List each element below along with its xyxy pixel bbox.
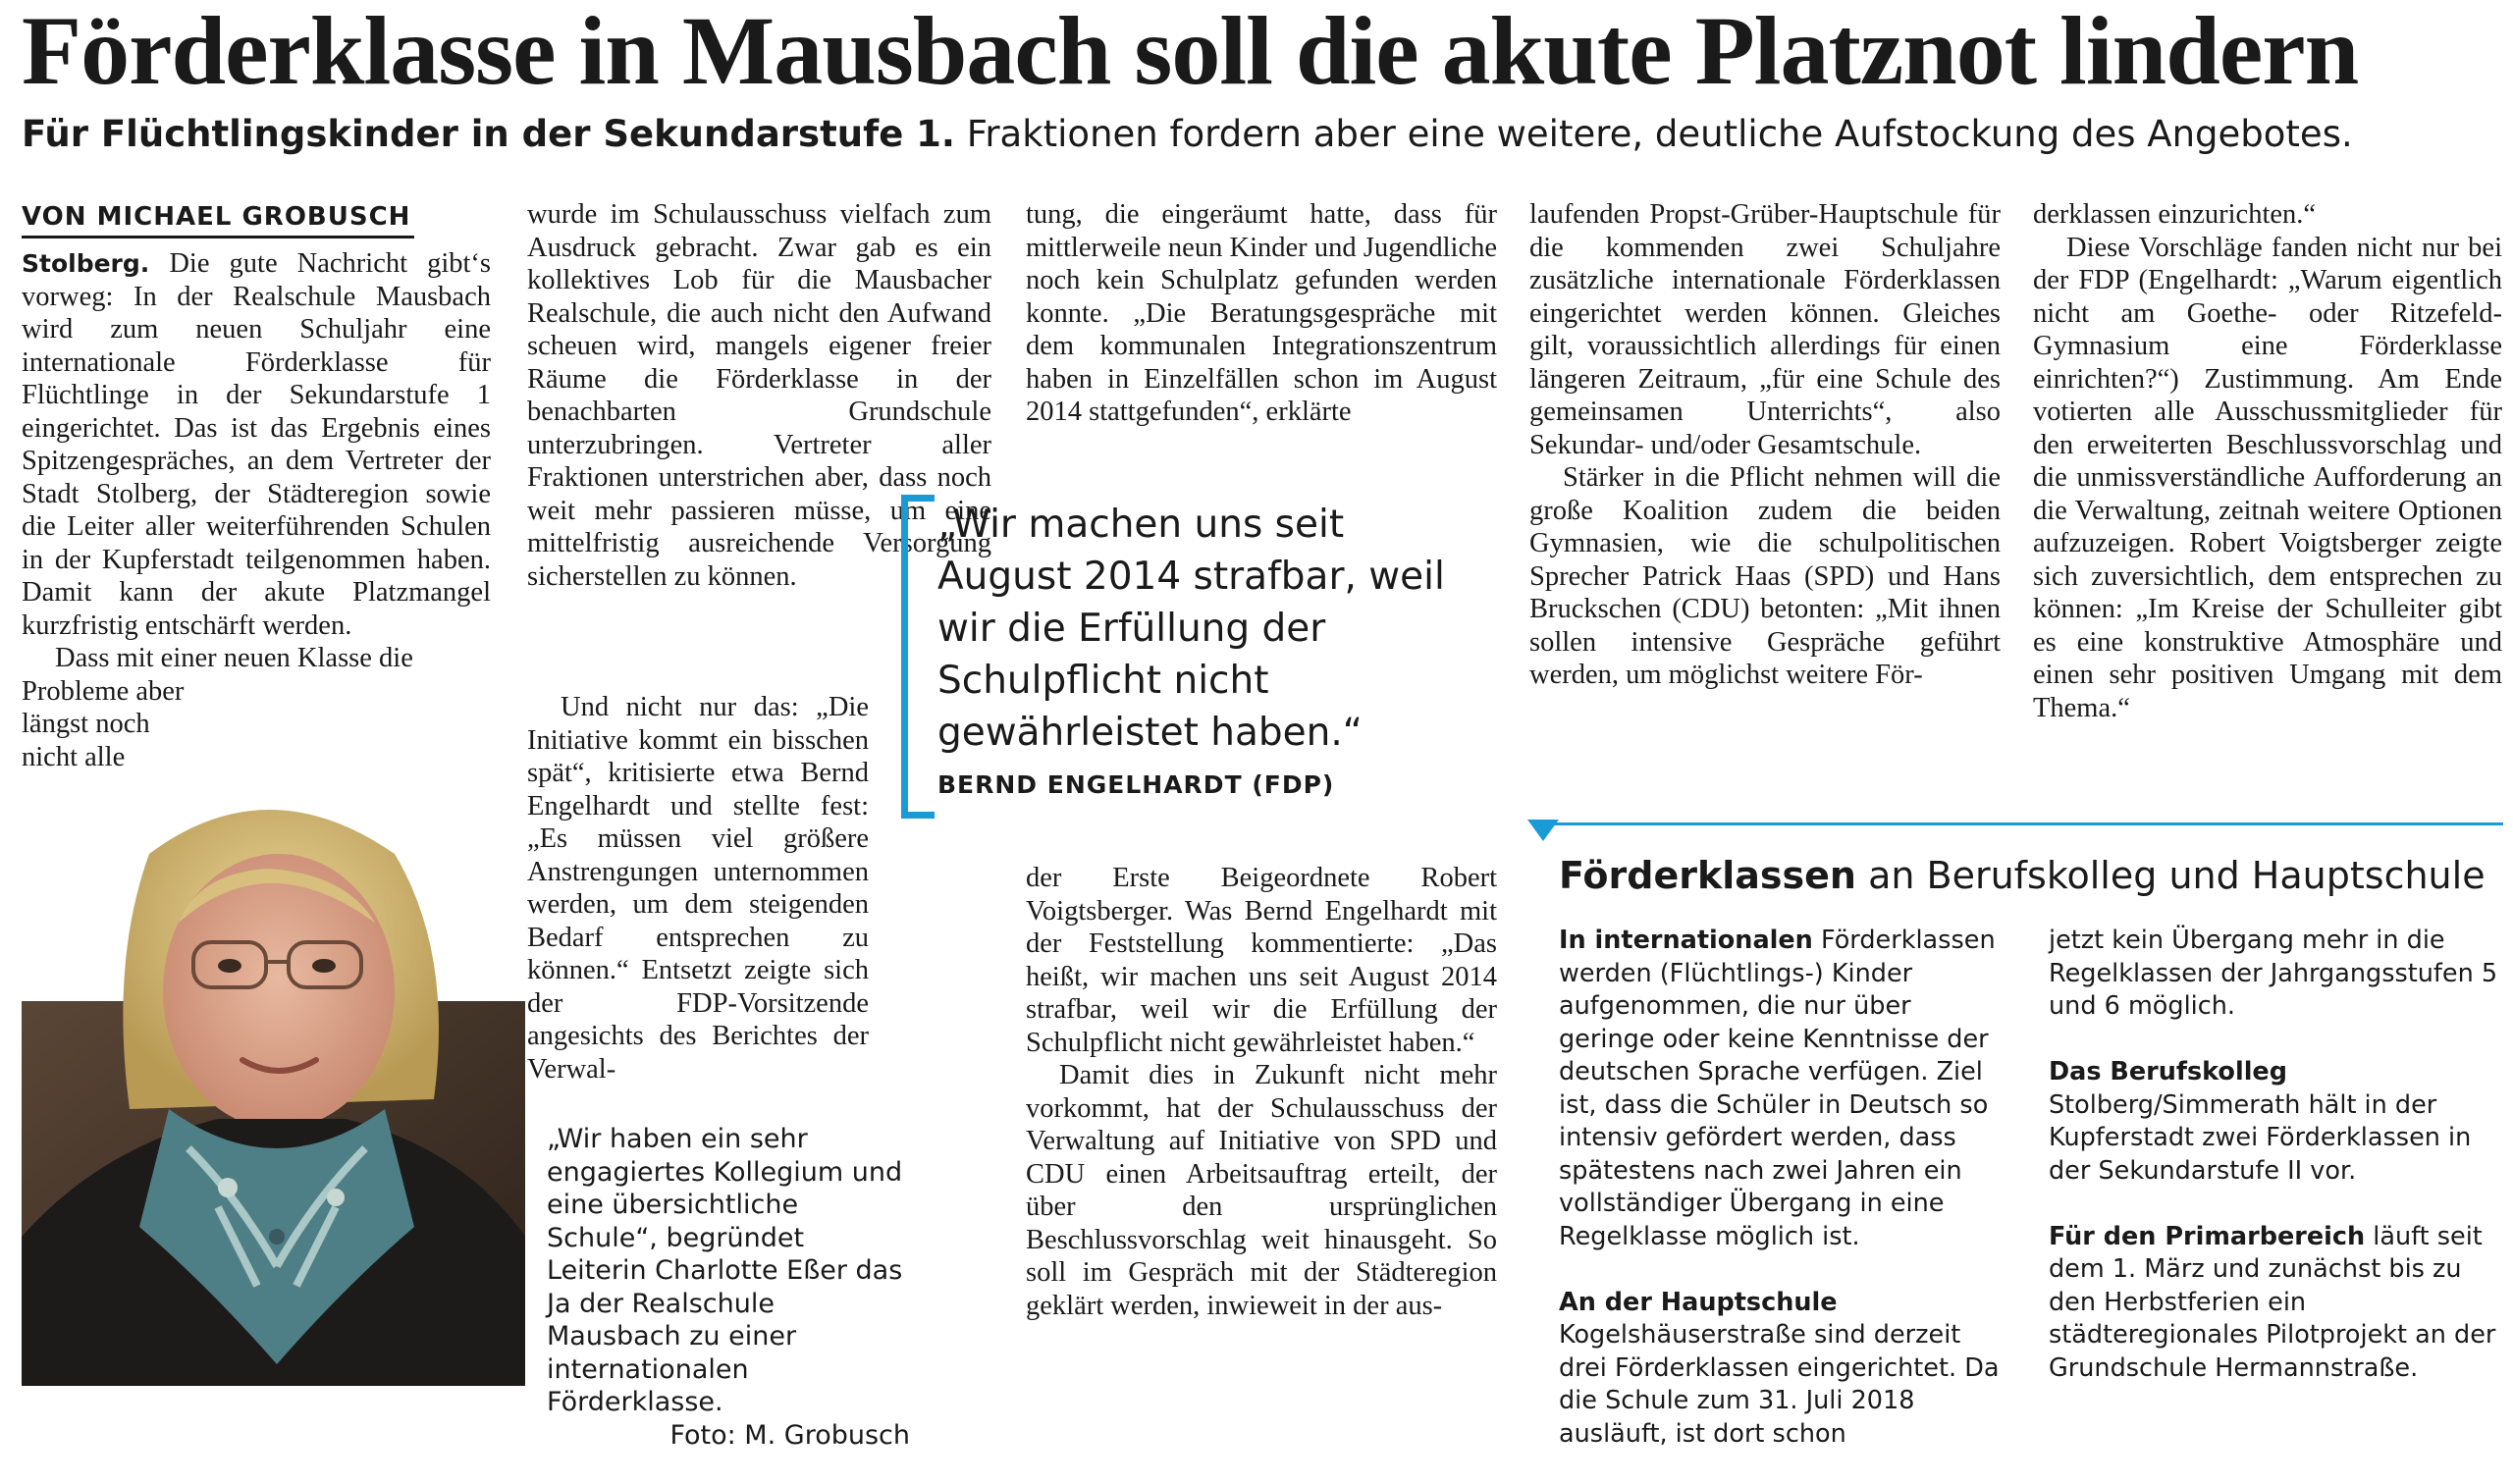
infobox-paragraph bbox=[2049, 1221, 2498, 1386]
infobox-column-right bbox=[2049, 925, 2498, 1418]
column-5-paragraph: derklassen einzurichten.“ bbox=[2033, 199, 2317, 230]
pullquote bbox=[928, 499, 1487, 799]
infobox-text: Stolberg/Simmerath hält in der Kupferstadt zwei Förderklassen in der Sekundarstufe II vor. bbox=[2049, 1089, 2472, 1186]
infobox-paragraph bbox=[2049, 1056, 2498, 1188]
infobox-text: läuft seit dem 1. März und zunächst bis zu den Herbstferien ein städteregionales Pilotprojekt an der Grundschule Hermannstraße. bbox=[2049, 1221, 2496, 1383]
subhead-rest: Fraktionen fordern aber eine weitere, deutliche Aufstockung des Angebotes. bbox=[954, 113, 2353, 155]
column-1-wrap-line: nicht alle bbox=[22, 741, 126, 772]
infobox-text: Förderklassen werden (Flüchtlings-) Kinder aufgenommen, die nur über geringe oder keine Kenntnisse der deutschen Sprache verfügen. Ziel ist, dass die Schüler in Deutsch so intensiv gefördert werden, dass spätestens nach zwei Jahren ein vollständiger Übergang in eine Regelklasse möglich ist. bbox=[1559, 926, 1996, 1251]
column-5-paragraph-2: Diese Vorschläge fanden nicht nur bei der FDP (Engelhardt: „Warum eigentlich nicht am Goethe- oder Ritzefeld-Gymnasium eine Förderklasse einrichten?“) Zustimmung. Am Ende votierten alle Ausschussmitglieder für den erweiterten Beschlussvorschlag und die unmissverständliche Aufforderung an die Verwaltung, zeitnah weitere Optionen aufzuzeigen. Robert Voigtsberger zeigte sich zuversichtlich, dem entsprechen zu können: „Im Kreise der Schulleiter gibt es eine konstruktive Atmosphäre und einen sehr positiven Umgang mit dem Thema.“ bbox=[2033, 232, 2502, 723]
infobox-lead: Für den Primarbereich bbox=[2049, 1221, 2366, 1251]
infobox-paragraph bbox=[2049, 925, 2498, 1024]
column-1-wrap-line: längst noch bbox=[22, 709, 150, 739]
column-3-continued bbox=[1026, 862, 1497, 1322]
pullquote-text: „Wir machen uns seit August 2014 strafbar, weil wir die Erfüllung der Schulpflicht nicht gewährleistet haben.“ bbox=[937, 503, 1445, 755]
column-2-continued bbox=[527, 691, 869, 1086]
photo-caption bbox=[547, 1123, 910, 1452]
infobox-lead: Das Berufskolleg bbox=[2049, 1057, 2287, 1086]
infobox-column-left bbox=[1559, 925, 2012, 1484]
column-2-paragraph: wurde im Schulausschuss vielfach zum Ausdruck gebracht. Zwar gab es ein kollektives Lob für die Mausbacher Realschule, die auch nicht den Aufwand scheuen wird, mangels eigener freier Räume die Förderklasse in der benachbarten Grundschule unterzubringen. Vertreter aller Fraktionen unterstrichen aber, dass noch weit mehr passieren müsse, um eine mittelfristig ausreichende Versorgung sicherstellen zu können. bbox=[527, 199, 991, 592]
infobox-text: jetzt kein Übergang mehr in die Regelklassen der Jahrgangsstufen 5 und 6 möglich. bbox=[2049, 926, 2498, 1021]
column-3-paragraph: tung, die eingeräumt hatte, dass für mittlerweile neun Kinder und Jugendliche noch kein Schulplatz gefunden werden konnte. „Die Beratungsgespräche mit dem kommunalen Integrationszentrum haben in Einzelfällen schon im August 2014 stattgefunden“, erklärte bbox=[1026, 199, 1497, 427]
subheadline bbox=[22, 112, 2495, 157]
dateline: Stolberg. bbox=[22, 249, 150, 278]
infobox-title-rest: an Berufskolleg und Hauptschule bbox=[1855, 854, 2486, 897]
column-1-paragraph-2a: Dass mit einer neuen Klasse die bbox=[55, 643, 413, 673]
infobox-title-bold: Förderklassen bbox=[1559, 854, 1856, 897]
column-3-paragraph-3: Damit dies in Zukunft nicht mehr vorkommt, hat der Schulausschuss der Verwaltung auf Initiative von SPD und CDU einen Arbeitsauftrag erteilt, der über den ursprünglichen Beschlussvorschlag weit hinausgeht. So soll im Gespräch mit der Städteregion geklärt werden, inwieweit in der aus- bbox=[1026, 1060, 1497, 1321]
column-1-paragraph-2b: Probleme aber bbox=[22, 675, 185, 707]
caption-text: „Wir haben ein sehr engagiertes Kollegium und eine übersichtliche Schule“, begründet Leiterin Charlotte Eßer das Ja der Realschule Mausbach zu einer internationalen Förderklasse. bbox=[547, 1124, 903, 1417]
subhead-lead: Für Flüchtlingskinder in der Sekundarstufe 1. bbox=[22, 113, 955, 155]
infobox-title bbox=[1559, 852, 2486, 899]
column-1-text: Die gute Nachricht gibt‘s vorweg: In der Realschule Mausbach wird zum neuen Schuljahr eine internationale Förderklasse für Flüchtlinge in der Sekundarstufe 1 eingerichtet. Das ist das Ergebnis eines Spitzengespräches, an dem Vertreter der Stadt Stolberg, der Städteregion sowie die Leiter aller weiterführenden Schulen in der Kupferstadt teilgenommen haben. Damit kann der akute Platzmangel kurzfristig entschärft werden. bbox=[22, 248, 491, 641]
headline: Förderklasse in Mausbach soll die akute Platznot lindern bbox=[22, 0, 2359, 105]
column-4-paragraph-2: Stärker in die Pflicht nehmen will die große Koalition zudem die beiden Gymnasien, wie die schulpolitischen Sprecher Patrick Haas (SPD) und Hans Bruckschen (CDU) betonten: „Mit ihnen sollen intensive Gespräche geführt werden, um möglichst weitere För- bbox=[1529, 462, 2001, 690]
column-3-paragraph-2: der Erste Beigeordnete Robert Voigtsberger. Was Bernd Engelhardt mit der Feststellung kommentierte: „Das heißt, wir machen uns seit August 2014 strafbar, weil wir die Erfüllung der Schulpflicht nicht gewährleistet haben.“ bbox=[1026, 863, 1497, 1058]
pullquote-attribution: BERND ENGELHARDT (FDP) bbox=[937, 770, 1335, 799]
column-2-paragraph-2: Und nicht nur das: „Die Initiative kommt ein bisschen spät“, kritisierte etwa Bernd Engelhardt und stellte fest: „Es müssen viel größere Anstrengungen unternommen werden, um dem steigenden Bedarf entsprechen zu können.“ Entsetzt zeigte sich der FDP-Vorsitzende angesichts des Berichtes der Verwal- bbox=[527, 692, 869, 1085]
infobox-marker bbox=[1527, 820, 1559, 841]
column-3 bbox=[1026, 198, 1497, 429]
infobox-paragraph bbox=[1559, 1287, 2012, 1452]
portrait-photo bbox=[22, 775, 525, 1386]
infobox-text: Kogelshäuserstraße sind derzeit drei Förderklassen eingerichtet. Da die Schule zum 31. Juli 2018 ausläuft, ist dort schon bbox=[1559, 1320, 2000, 1449]
photo-credit: Foto: M. Grobusch bbox=[669, 1419, 910, 1451]
byline: VON MICHAEL GROBUSCH bbox=[22, 202, 414, 238]
column-5 bbox=[2033, 198, 2502, 724]
infobox-lead: An der Hauptschule bbox=[1559, 1287, 1838, 1317]
infobox-lead: In internationalen bbox=[1559, 926, 1813, 955]
column-1-paragraph bbox=[22, 247, 491, 642]
column-4 bbox=[1529, 198, 2001, 692]
column-4-paragraph: laufenden Propst-Grüber-Hauptschule für die kommenden zwei Schuljahre zusätzliche internationale Förderklassen eingerichtet werden können. Gleiches gilt, voraussichtlich allerdings für einen längeren Zeitraum, „für eine Schule des gemeinsamen Unterrichts“, also Sekundar- und/oder Gesamtschule. bbox=[1529, 199, 2001, 460]
infobox-paragraph bbox=[1559, 925, 2012, 1253]
